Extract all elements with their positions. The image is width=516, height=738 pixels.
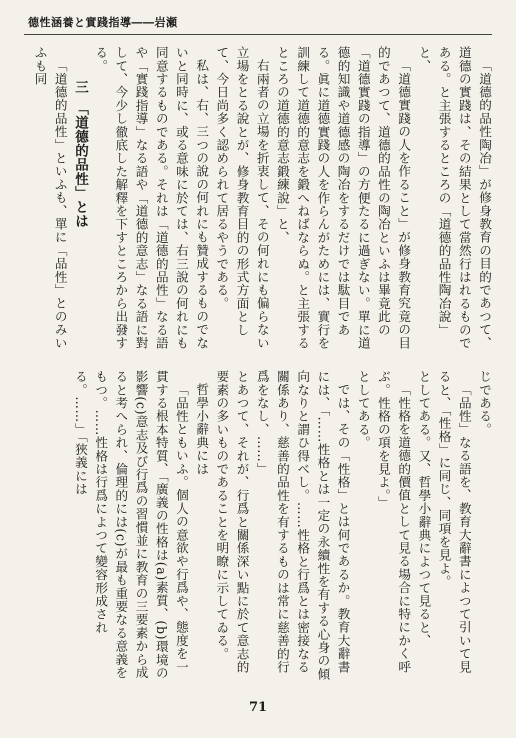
upper-text-column [30, 46, 494, 362]
paragraph: 「道德的品性陶冶」が修身教育の目的であつて、道德の實踐は、その結果として當然行はれるものである。と主張するところの「道德的品性陶冶說」と、 [416, 46, 492, 350]
paragraph: 「道德的品性」といふも、單に「品性」とのみいふも同 [32, 46, 68, 349]
section-heading: 三 「道德的品性」とは [71, 79, 88, 229]
quotation: 「品性ともいふ。個人の意欲や行爲や、態度を一貫する根本特質、「廣義の性格は(a)素質、(b)環境の影響(c)意志及び行爲の習慣並に教育の三要素から成ると考へられ、倫理的には(c)が最も重要なる意義をもつ。……性格は行爲によつて變容形成される。……」「狹義には [72, 370, 189, 680]
running-header: 德性涵養と實踐指導――岩瀬 [28, 16, 178, 29]
paragraph: 哲學小辭典には [194, 382, 210, 475]
paragraph: 「品性」なる語を、教育大辭書によつて引いて見ると、「性格」に同じ、同項を見よ。 [436, 370, 472, 673]
paragraph: 右兩者の立場を折衷して、その何れにも偏らない立場をとる說とが、修身教育目的の形式方面として、今日尚多く認められて居るやうである。 [214, 46, 270, 349]
paragraph: 「道德實踐の人を作ること」が修身教育究竟の目的であつて、道德的品性の陶冶といふは畢竟此の「道德實踐の指導」の方便たるに過ぎない。單に道德的知識や道德感の陶冶をするだけでは駄目である。眞に道德實踐の人を作らんがためには、實行を訓練して道德的意志を鍛へねばならぬ。と主張するところの道德的意志鍛練說」と、 [274, 46, 412, 350]
page-number: 71 [248, 700, 268, 715]
paragraph: では、その「性格」とは何であるか。教育大辭書には、「……性格とは一定の永續性を有する心身の傾向なりと謂ひ得べし。……性格と行爲とは密接なる關係あり、慈善的品性を有するものは常に慈善的行爲をなし、……」 [254, 370, 351, 681]
lower-text-column [30, 370, 494, 686]
paragraph: としてある。 [355, 370, 371, 450]
paragraph: じである。 [477, 370, 492, 436]
paragraph: とあつて、それが、行爲と關係深い點に於て意志的要素の多いものであることを明瞭に示してゐる。 [214, 370, 250, 674]
quotation: 「性格を道德的價值として見る場合に特にかく呼ぶ。性格の項を見よ。」 [375, 370, 412, 673]
paragraph: 私は、右、三つの說の何れにも贊成するものでないと同時に、或る意味に於ては、右三說の何れにも同意するものである。それは「道德的品性」なる語や「實踐指導」なる語や「道德的意志」なる語に對して、今少し徹底した解釋を下すところから出發する。 [93, 46, 210, 350]
header-rule [24, 34, 492, 35]
paragraph: としてある。又、哲學小辭典によつて見ると、 [416, 370, 432, 648]
